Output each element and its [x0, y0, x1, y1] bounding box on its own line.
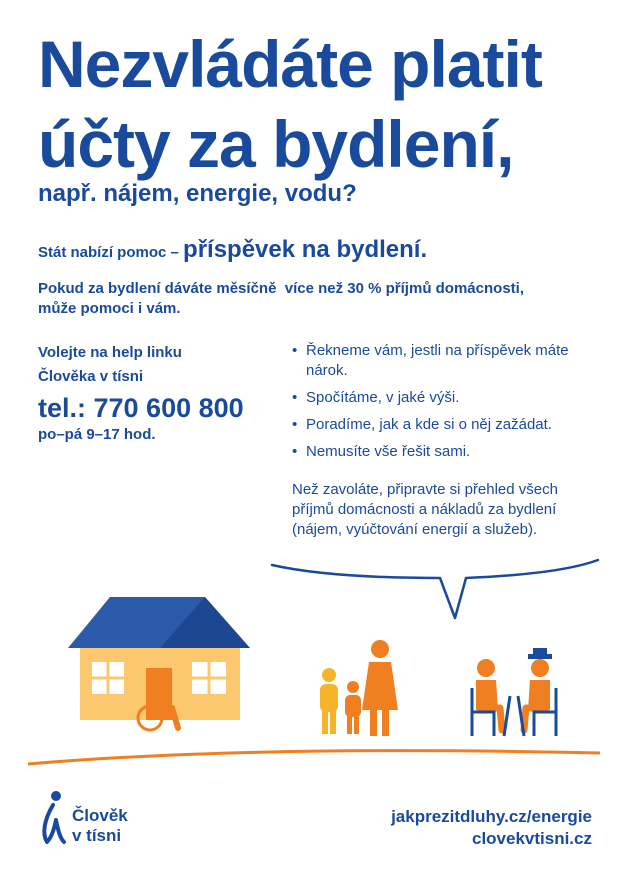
speech-bubble-line	[272, 560, 598, 618]
condition-line-2: může pomoci i vám.	[38, 300, 181, 317]
services-list	[292, 341, 592, 469]
list-item: • Nemusíte vše řešit sami.	[292, 442, 592, 462]
offer-lead: Stát nabízí pomoc –	[38, 244, 179, 261]
condition-text	[38, 279, 598, 319]
family-icon	[320, 640, 398, 736]
illustration	[0, 550, 630, 780]
contact-block	[38, 341, 278, 445]
condition-line-1: Pokud za bydlení dáváte měsíčně více než 30 % příjmů domácnosti,	[38, 280, 524, 297]
ground-line	[28, 751, 600, 764]
offer-highlight: příspěvek na bydlení	[183, 236, 421, 263]
logo-line-2: v tísni	[72, 826, 122, 845]
website-link-main[interactable]: clovekvtisni.cz	[471, 829, 592, 848]
headline-line-2: účty za bydlení,	[38, 107, 514, 181]
footer-links	[391, 806, 592, 850]
seniors-icon	[472, 648, 556, 736]
logo-text	[72, 806, 128, 846]
contact-line-2: Člověka v tísni	[38, 368, 144, 385]
logo-line-1: Člověk	[72, 806, 128, 825]
opening-hours: po–pá 9–17 hod.	[38, 426, 156, 443]
headline	[38, 24, 618, 184]
contact-line-1: Volejte na help linku	[38, 344, 182, 361]
list-item: • Řekneme vám, jestli na příspěvek máte nárok.	[292, 341, 592, 381]
subheadline: např. nájem, energie, vodu?	[38, 180, 357, 207]
offer-end: .	[420, 236, 428, 263]
headline-line-1: Nezvládáte platit	[38, 27, 542, 101]
list-item: • Spočítáme, v jaké výši.	[292, 388, 592, 408]
list-item: • Poradíme, jak a kde si o něj zažádat.	[292, 415, 592, 435]
phone-number[interactable]: tel.: 770 600 800	[38, 393, 244, 423]
prepare-text: Než zavoláte, připravte si přehled všech příjmů domácnosti a nákladů za bydlení (nájem, vyúčtování energií a služeb).	[292, 481, 558, 538]
offer-text	[38, 236, 427, 264]
website-link-energie[interactable]: jakprezitdluhy.cz/energie	[391, 807, 592, 826]
clovek-v-tisni-logo-icon	[38, 790, 68, 846]
